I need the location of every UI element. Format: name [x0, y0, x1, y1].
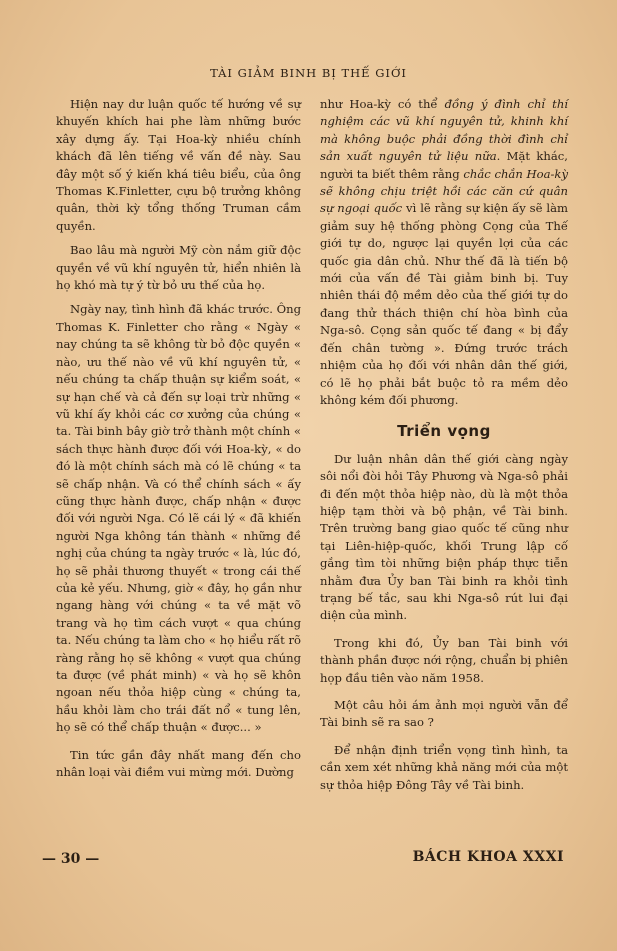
page-number: — 30 — — [42, 851, 100, 867]
italic-run: đồng ý đình chỉ thí nghiệm các vũ khí nguyên tử, khinh khí mà không buộc phải đồng thời đình chỉ sản xuất nguyên tử liệu nữa — [320, 97, 569, 164]
right-column — [320, 96, 568, 801]
paragraph: Bao lâu mà người Mỹ còn nắm giữ độc quyền về vũ khí nguyên tử, hiển nhiên là họ khó mà tự ý từ bỏ ưu thế của họ. — [56, 243, 301, 293]
running-head: TÀI GIẢM BINH BỊ THẾ GIỚI — [210, 66, 407, 80]
magazine-name: BÁCH KHOA XXXI — [412, 849, 564, 865]
section-title: Triển vọng — [397, 422, 491, 441]
paragraph: Một câu hỏi ám ảnh mọi người vẫn để Tài binh sẽ ra sao ? — [320, 698, 568, 730]
paragraph: Hiện nay dư luận quốc tế hướng về sự khuyến khích hai phe làm những bước xây dựng ấy. Tại Hoa-kỳ nhiều chính khách đã lên tiếng về vấn đề này. Sau đây một số ý kiến khá tiêu biểu, của ông Thomas K.Finletter, cựu bộ trưởng không quân, thời kỳ tổng thống Truman cầm quyền. — [56, 97, 301, 233]
paragraph: Để nhận định triển vọng tình hình, ta cần xem xét những khả năng mới của một sự thỏa hiệp Đông Tây về Tài binh. — [320, 742, 568, 792]
text-run: như Hoa-kỳ có thể — [320, 97, 445, 111]
italic-run: chắc chắn Hoa-kỳ sẽ không chịu triệt hồi các căn cứ quân sự ngoại quốc — [320, 166, 568, 216]
paragraph-quote: Ngày nay, tình hình đã khác trước. Ông Thomas K. Finletter cho rằng « Ngày « nay chúng ta sẽ không từ bỏ độc quyền « nào, ưu thế nào về vũ khí nguyên tử, « nếu chúng ta chấp thuận sự kiểm soát, « sự hạn chế và cả đến sự loại trừ những « vũ khí ấy khỏi các cơ xưởng của chúng « ta. Tài binh bây giờ trở thành một chính « sách thực hành được đối với Hoa-kỳ, « do đó là một chính sách mà có lẽ chúng « ta sẽ chấp nhận. Và có thể chính sách « ấy cũng thực hành được, chấp nhận « được đối với người Nga. Có lẽ cái lý « đã khiến người Nga không tán thành « những đề nghị của chúng ta ngày trước « là, lúc đó, họ sẽ phải thương thuyết « trong cái thế của kẻ yếu. Nhưng, giờ « đây, họ gần như ngang hàng với chúng « ta về mặt võ trang và họ tìm cách vượt « qua chúng ta. Nếu chúng ta làm cho « họ hiểu rất rõ ràng rằng họ sẽ không « vượt qua chúng ta được (về phát minh) « và họ sẽ khôn ngoan nếu thỏa hiệp cùng « chúng ta, hầu khỏi làm cho trái đất nổ « tung lên, họ sẽ có thể chấp thuận « được... » — [56, 302, 301, 735]
paragraph: Tin tức gần đây nhất mang đến cho nhân loại vài điềm vui mừng mới. Dường — [56, 747, 301, 780]
left-column — [56, 96, 301, 788]
paragraph: Trong khi đó, Ủy ban Tài binh với thành phần được nới rộng, chuẩn bị phiên họp đầu tiên vào năm 1958. — [320, 635, 568, 685]
text-run: . Mặt khác, người ta biết thêm rằng — [320, 149, 568, 181]
paragraph: Dư luận nhân dân thế giới càng ngày sôi nổi đòi hỏi Tây Phương và Nga-sô phải đi đến một thỏa hiệp nào, dù là một thỏa hiệp tạm thời và bộ phận, về Tài binh. Trên trường bang giao quốc tế cũng như tại Liên-hiệp-quốc, khối Trung lập cố gắng tìm tòi những biện pháp thực tiễn nhằm đưa Ủy ban Tài binh ra khỏi tình trạng bế tắc, sau khi Nga-sô rút lui đại diện của mình. — [320, 451, 568, 623]
text-run: vì lẽ rằng sự kiện ấy sẽ làm giảm suy hệ thống phòng Cọng của Thế giới tự do, ngược lại quyền lợi của các quốc gia dân chủ. Như thế đã là tiến bộ mới của vấn đề Tài giảm binh bị. Tuy nhiên thái độ mềm dẻo của thế giới tự do đang thử thách thiện chí hòa bình của Nga-sô. Cọng sản quốc tế đang « bị đẩy đến chân tường ». Đứng trước trách nhiệm của họ đối với nhân dân thế giới, có lẽ họ phải bắt buộc tỏ ra mềm dẻo không kém đối phương. — [320, 201, 568, 407]
paragraph-continued — [320, 96, 568, 409]
